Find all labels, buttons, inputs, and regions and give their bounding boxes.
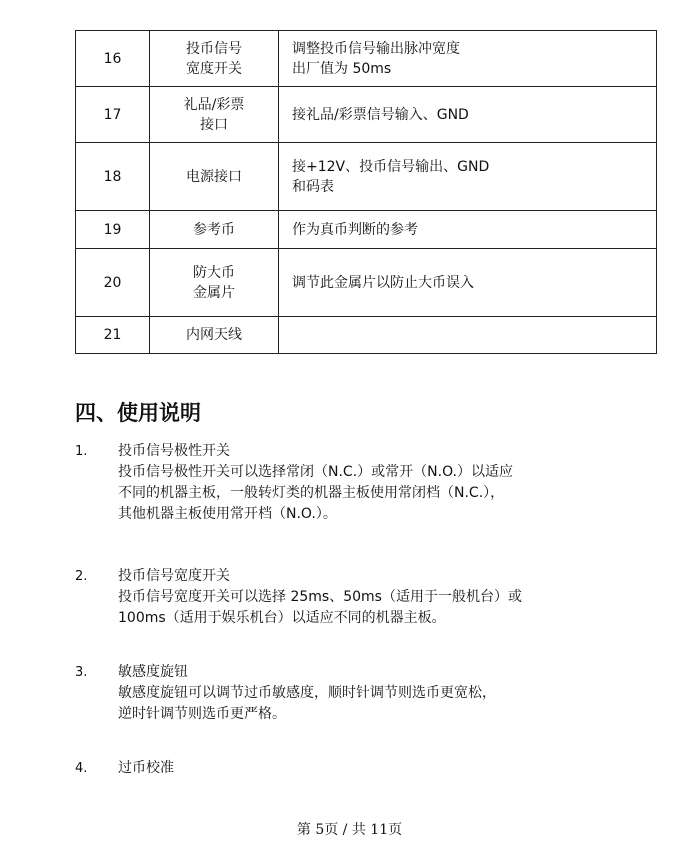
spec-table [75, 30, 657, 354]
row-description [279, 249, 657, 317]
row-description [279, 317, 657, 354]
row-name-line: 内网天线 [186, 327, 242, 343]
row-number: 19 [76, 211, 150, 249]
row-description [279, 211, 657, 249]
row-name [150, 317, 279, 354]
item-line: 投币信号宽度开关可以选择 25ms、50ms（适用于一般机台）或 [118, 589, 522, 605]
row-name [150, 143, 279, 211]
row-name [150, 31, 279, 87]
item-title: 投币信号极性开关 [118, 443, 230, 459]
row-description-line: 调整投币信号输出脉冲宽度 [292, 40, 460, 57]
item-number: 4. [75, 761, 88, 776]
item-line: 其他机器主板使用常开档（N.O.）。 [118, 506, 337, 522]
row-name-line: 宽度开关 [186, 60, 242, 77]
row-name-line: 投币信号 [186, 40, 242, 57]
row-number: 18 [76, 143, 150, 211]
row-name [150, 211, 279, 249]
item-line: 100ms（适用于娱乐机台）以适应不同的机器主板。 [118, 610, 446, 626]
row-number: 16 [76, 31, 150, 87]
table-row [76, 143, 657, 211]
row-name [150, 87, 279, 143]
item-title: 过币校准 [118, 760, 174, 776]
row-description-line: 作为真币判断的参考 [292, 221, 418, 238]
list-item [75, 441, 655, 525]
table-row [76, 211, 657, 249]
row-description-line: 和码表 [292, 178, 334, 195]
row-description-line: 接礼品/彩票信号输入、GND [292, 106, 469, 123]
row-name-line: 接口 [200, 116, 228, 133]
table-row [76, 249, 657, 317]
item-number: 2. [75, 569, 88, 584]
item-title: 敏感度旋钮 [118, 664, 188, 680]
list-item [75, 662, 655, 725]
table-row [76, 31, 657, 87]
row-name-line: 电源接口 [186, 168, 242, 185]
item-number: 3. [75, 665, 88, 680]
row-name [150, 249, 279, 317]
table-row [76, 317, 657, 354]
row-description [279, 87, 657, 143]
item-line: 不同的机器主板，一般转灯类的机器主板使用常闭档（N.C.）， [118, 485, 505, 501]
item-line: 敏感度旋钮可以调节过币敏感度，顺时针调节则选币更宽松， [118, 685, 496, 701]
row-description-line: 接+12V、投币信号输出、GND [292, 158, 490, 175]
page-number: 第 5页 / 共 11页 [296, 822, 403, 838]
item-number: 1. [75, 444, 88, 459]
list-item [75, 566, 655, 629]
row-name-line: 参考币 [193, 221, 235, 238]
table-row [76, 87, 657, 143]
section-heading: 四、使用说明 [75, 401, 201, 425]
row-name-line: 金属片 [193, 284, 235, 301]
list-item [75, 758, 655, 779]
row-number: 20 [76, 249, 150, 317]
item-line: 逆时针调节则选币更严格。 [118, 706, 286, 722]
row-name-line: 礼品/彩票 [183, 96, 245, 113]
row-name-line: 防大币 [193, 264, 235, 281]
item-line: 投币信号极性开关可以选择常闭（N.C.）或常开（N.O.）以适应 [118, 464, 513, 480]
item-title: 投币信号宽度开关 [118, 568, 230, 584]
row-description-line: 调节此金属片以防止大币误入 [292, 274, 474, 291]
row-number: 21 [76, 317, 150, 354]
row-description [279, 31, 657, 87]
row-description-line: 出厂值为 50ms [292, 60, 392, 77]
row-number: 17 [76, 87, 150, 143]
row-description [279, 143, 657, 211]
